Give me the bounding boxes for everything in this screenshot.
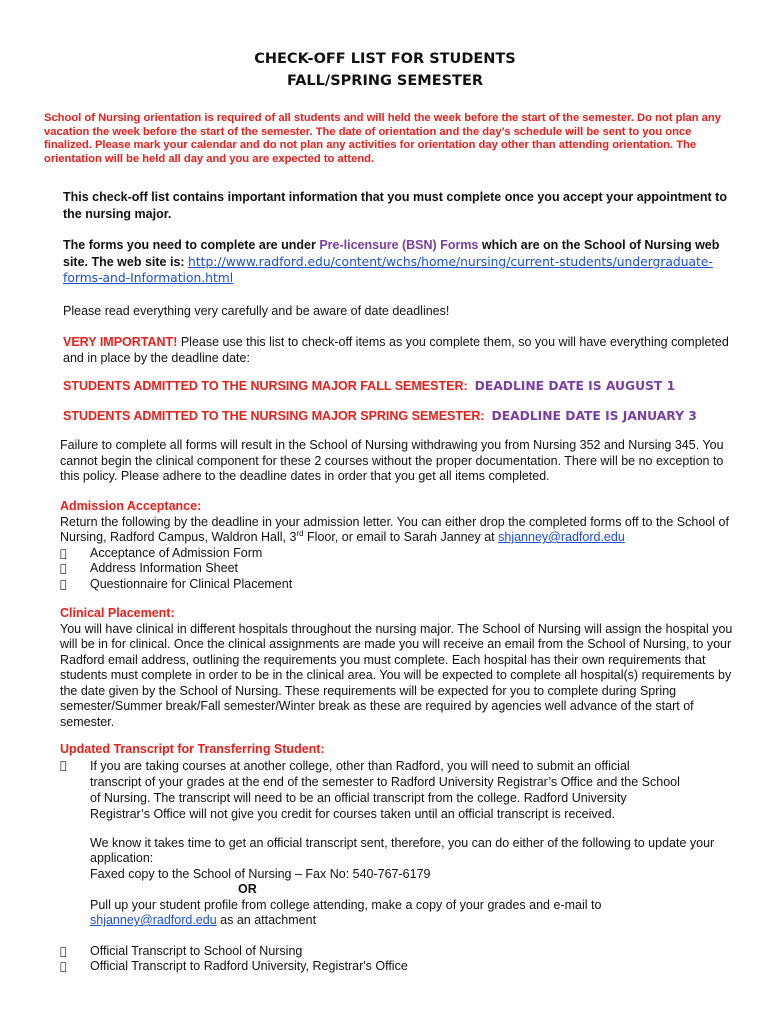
checkbox-icon[interactable] xyxy=(60,577,90,593)
clinical-text: You will have clinical in different hospitals throughout the nursing major. The School of Nursing will assign the hospital you will be in for clinical. Once the clinical assignments are made you will receive an email from the School of Nursing, to your Radford email address, outlining the requirements you must complete. Each hospital has their own requirements that students must complete in order to be in the clinical area. You will be expected to complete all hospital(s) requirements by the date given by the School of Nursing. These requirements will be expected for you to complete during Spring semester/Summer break/Fall semester/Winter break as these are required by agencies well advance of the start of semester. xyxy=(60,621,733,729)
transcript-item-school[interactable] xyxy=(60,944,740,960)
checkbox-icon[interactable] xyxy=(60,959,90,975)
transcript-item-label: Official Transcript to School of Nursing xyxy=(90,943,303,958)
deadline-spring-date: DEADLINE DATE IS JANUARY 3 xyxy=(491,409,697,423)
transcript-email-line xyxy=(60,913,740,929)
checkbox-icon[interactable] xyxy=(60,546,90,562)
very-important-text: Please use this list to check-off items as you complete them, so you will have everything completed and in place by the deadline date: xyxy=(63,335,729,365)
admission-item-acceptance[interactable] xyxy=(60,546,740,562)
read-carefully: Please read everything very carefully and be aware of date deadlines! xyxy=(63,304,450,318)
deadline-fall xyxy=(63,379,743,395)
admission-item-questionnaire[interactable] xyxy=(60,577,740,593)
admission-section xyxy=(60,499,740,592)
orientation-notice: School of Nursing orientation is required of all students and will held the week before the start of the semester. Do not plan any vacation the week before the start of the semester. The date of orientation and the day’s schedule will be sent to you once finalized. Please mark your calendar and do not plan any activities for orientation day other than attending orientation. The orientation will be held all day and you are expected to attend. xyxy=(44,112,721,165)
very-important xyxy=(63,335,743,366)
transcript-item-label: Official Transcript to Radford University, Registrar's Office xyxy=(90,959,408,973)
transcript-heading: Updated Transcript for Transferring Student: xyxy=(60,742,325,756)
admission-item-label: Questionnaire for Clinical Placement xyxy=(90,576,293,591)
admission-heading: Admission Acceptance: xyxy=(60,499,202,513)
forms-paragraph xyxy=(63,237,743,287)
deadline-spring xyxy=(63,409,743,425)
admission-item-label: Address Information Sheet xyxy=(90,561,238,575)
failure-notice: Failure to complete all forms will result in the School of Nursing withdrawing you from Nursing 352 and Nursing 345. You cannot begin the clinical component for these 2 courses without the proper documentation. There will be no exception to this policy. Please adhere to the deadline dates in order that you get all items completed. xyxy=(60,438,724,483)
forms-url-link[interactable]: http://www.radford.edu/content/wchs/home/nursing/current-students/undergraduate-forms-and-Information.html xyxy=(63,254,713,285)
page-title: CHECK-OFF LIST FOR STUDENTS xyxy=(254,51,516,67)
clinical-heading: Clinical Placement: xyxy=(60,606,175,620)
admission-item-address[interactable] xyxy=(60,561,740,577)
transcript-item-registrar[interactable] xyxy=(60,959,740,975)
transcript-section xyxy=(60,742,740,975)
deadline-fall-date: DEADLINE DATE IS AUGUST 1 xyxy=(474,379,676,393)
checkbox-icon[interactable] xyxy=(60,758,90,774)
transcript-item-other-college[interactable] xyxy=(60,758,740,822)
forms-highlight: Pre-licensure (BSN) Forms xyxy=(319,238,479,252)
transcript-or: OR xyxy=(238,882,257,896)
forms-middle: which are on the School of Nursing web site. The web site is: xyxy=(63,238,720,269)
page-subtitle: FALL/SPRING SEMESTER xyxy=(286,73,484,89)
deadline-spring-label: STUDENTS ADMITTED TO THE NURSING MAJOR SPRING SEMESTER: xyxy=(63,409,485,423)
admission-sup: rd xyxy=(296,528,304,538)
very-important-label: VERY IMPORTANT! xyxy=(63,335,178,349)
transcript-item-text: If you are taking courses at another college, other than Radford, you will need to submit an official transcript of your grades at the end of the semester to Radford University Registrar’s Office and the School of Nursing. The transcript will need to be an official transcript from the college. Radford University Registrar’s Office will not give you credit for courses taken until an official transcript is received. xyxy=(90,758,680,821)
transcript-know: We know it takes time to get an official transcript sent, therefore, you can do either of the following to update your application: xyxy=(90,835,715,865)
checkbox-icon[interactable] xyxy=(60,561,90,577)
transcript-attachment: as an attachment xyxy=(216,913,317,927)
admission-item-label: Acceptance of Admission Form xyxy=(90,545,263,560)
admission-email-link[interactable]: shjanney@radford.edu xyxy=(498,530,625,544)
admission-text-after: Floor, or email to Sarah Janney at xyxy=(303,530,499,544)
transcript-pull-up: Pull up your student profile from college attending, make a copy of your grades and e-mail to xyxy=(90,897,602,912)
forms-prefix: The forms you need to complete are under xyxy=(63,238,320,252)
checkbox-icon[interactable] xyxy=(60,944,90,960)
admission-text xyxy=(60,515,740,546)
transcript-fax: Faxed copy to the School of Nursing – Fax No: 540-767-6179 xyxy=(90,866,431,881)
clinical-section xyxy=(60,606,740,730)
deadline-fall-label: STUDENTS ADMITTED TO THE NURSING MAJOR FALL SEMESTER: xyxy=(63,379,468,393)
transcript-email-link[interactable]: shjanney@radford.edu xyxy=(90,913,217,927)
checklist-info: This check-off list contains important information that you must complete once you accept your appointment to the nursing major. xyxy=(63,190,727,221)
admission-text-before: Return the following by the deadline in your admission letter. You can either drop the completed forms off to the School of Nursing, Radford Campus, Waldron Hall, 3 xyxy=(60,514,729,544)
